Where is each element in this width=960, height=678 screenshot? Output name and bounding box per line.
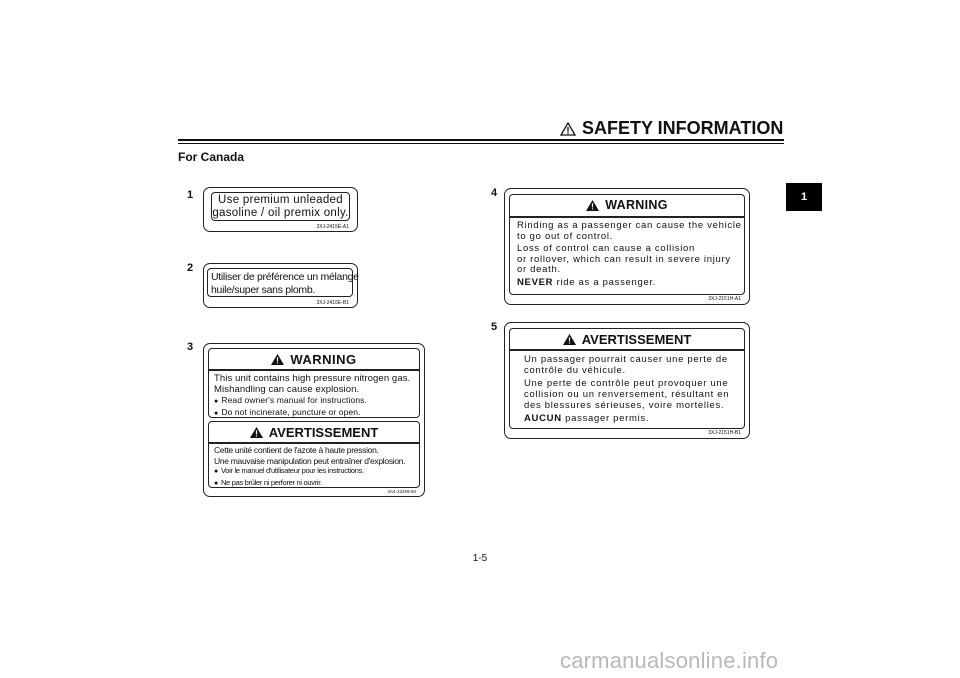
label-3-avert-heading xyxy=(209,425,419,440)
label-3-avert-body xyxy=(214,445,405,489)
emphasis: NEVER xyxy=(517,276,554,288)
bullet-text: Voir le manuel d'utilisateur pour les instructions. xyxy=(220,466,364,475)
header-rule xyxy=(178,139,784,141)
body-line: Mishandling can cause explosion. xyxy=(214,384,360,395)
label-2-text-box xyxy=(207,268,359,297)
emphasis: AUCUN xyxy=(524,413,562,424)
bullet-text: Read owner's manual for instructions. xyxy=(221,395,367,405)
avert-heading-text: AVERTISSEMENT xyxy=(268,425,379,440)
separator xyxy=(510,216,744,218)
label-5-body xyxy=(524,354,729,426)
label-1-code: 3XJ-2415E-A1 xyxy=(316,224,349,230)
label-number-1: 1 xyxy=(187,189,194,201)
body-line: Cette unité contient de l'azote à haute pression. xyxy=(214,445,379,455)
label-3-warning-heading xyxy=(209,352,419,367)
warning-icon xyxy=(250,427,263,438)
subtitle: For Canada xyxy=(178,150,245,164)
warning-heading-text: WARNING xyxy=(290,352,357,367)
warning-heading-text: WARNING xyxy=(605,198,668,212)
label-3-warning-panel xyxy=(208,348,420,418)
body-text: ride as a passenger. xyxy=(553,276,657,288)
label-1-line: gasoline / oil premix only. xyxy=(212,207,349,219)
label-5 xyxy=(504,322,750,439)
label-5-heading xyxy=(510,332,744,347)
warning-icon xyxy=(563,334,576,345)
label-2 xyxy=(203,263,358,308)
label-1-text-box xyxy=(211,192,350,221)
label-2-code: 3XJ-2415E-B1 xyxy=(316,300,349,306)
label-2-line: huile/super sans plomb. xyxy=(211,284,315,296)
label-4-body xyxy=(517,221,742,290)
label-5-code: 3XJ-2151H-B1 xyxy=(708,430,741,436)
avert-heading-text: AVERTISSEMENT xyxy=(581,332,692,347)
body-line: This unit contains high pressure nitrogen gas. xyxy=(214,373,411,384)
label-4 xyxy=(504,188,750,305)
body-line: des blessures sérieuses, voire mortelles. xyxy=(524,400,725,411)
warning-icon xyxy=(271,354,284,365)
chapter-tab: 1 xyxy=(786,183,822,211)
paragraph xyxy=(524,378,729,411)
separator xyxy=(510,349,744,351)
label-number-2: 2 xyxy=(187,262,194,274)
bullet-item xyxy=(214,466,405,478)
label-3-code: 4A4-22259-60 xyxy=(387,489,416,494)
label-4-heading xyxy=(510,198,744,212)
body-text: passager permis. xyxy=(561,413,650,424)
page-number: 1-5 xyxy=(472,553,488,564)
label-4-code: 3XJ-2151H-A1 xyxy=(708,296,741,302)
label-3-warning-body xyxy=(214,373,410,419)
bullet-text: Do not incinerate, puncture or open. xyxy=(221,407,361,417)
separator xyxy=(209,369,419,371)
bullet-dot-icon: ● xyxy=(214,410,219,417)
label-4-panel xyxy=(509,194,745,295)
body-line: or death. xyxy=(517,264,561,275)
label-number-3: 3 xyxy=(187,341,194,353)
paragraph xyxy=(524,354,729,376)
body-line: to go out of control. xyxy=(517,230,614,242)
paragraph xyxy=(517,278,742,289)
label-number-5: 5 xyxy=(491,321,498,333)
section-title: SAFETY INFORMATION xyxy=(582,118,784,138)
header-rule-thin xyxy=(178,143,784,144)
bullet-dot-icon: ● xyxy=(214,398,219,405)
body-line: Un passager pourrait causer une perte de xyxy=(524,354,728,365)
body-line: Loss of control can cause a collision xyxy=(517,243,695,254)
body-line: Une mauvaise manipulation peut entraîner d'explosion. xyxy=(214,455,406,466)
bullet-dot-icon: ● xyxy=(214,468,218,475)
body-line: Rinding as a passenger can cause the vehicle xyxy=(517,220,742,231)
paragraph xyxy=(524,413,729,424)
label-3-avert-panel xyxy=(208,421,420,488)
label-1-line: Use premium unleaded xyxy=(218,194,343,206)
label-number-4: 4 xyxy=(491,187,498,199)
warning-triangle-outline-icon xyxy=(560,122,576,136)
label-5-panel xyxy=(509,328,745,429)
bullet-item xyxy=(214,395,410,407)
paragraph xyxy=(517,221,742,242)
label-2-line: Utiliser de préférence un mélange xyxy=(211,271,359,283)
watermark: carmanualsonline.info xyxy=(560,648,779,673)
separator xyxy=(209,442,419,444)
bullet-item xyxy=(214,478,405,490)
bullet-item xyxy=(214,407,410,419)
label-3 xyxy=(203,343,425,497)
body-line: or rollover, which can result in severe injury xyxy=(517,253,731,265)
section-header xyxy=(560,118,790,139)
body-line: collision ou un renversement, résultant en xyxy=(524,389,730,400)
paragraph xyxy=(517,244,742,276)
bullet-text: Ne pas brûler ni perforer ni ouvrir. xyxy=(220,477,322,487)
label-1 xyxy=(203,187,358,232)
warning-icon xyxy=(586,200,599,211)
body-line: Une perte de contrôle peut provoquer une xyxy=(524,378,729,389)
bullet-dot-icon: ● xyxy=(214,479,218,487)
body-line: contrôle du véhicule. xyxy=(524,365,626,376)
